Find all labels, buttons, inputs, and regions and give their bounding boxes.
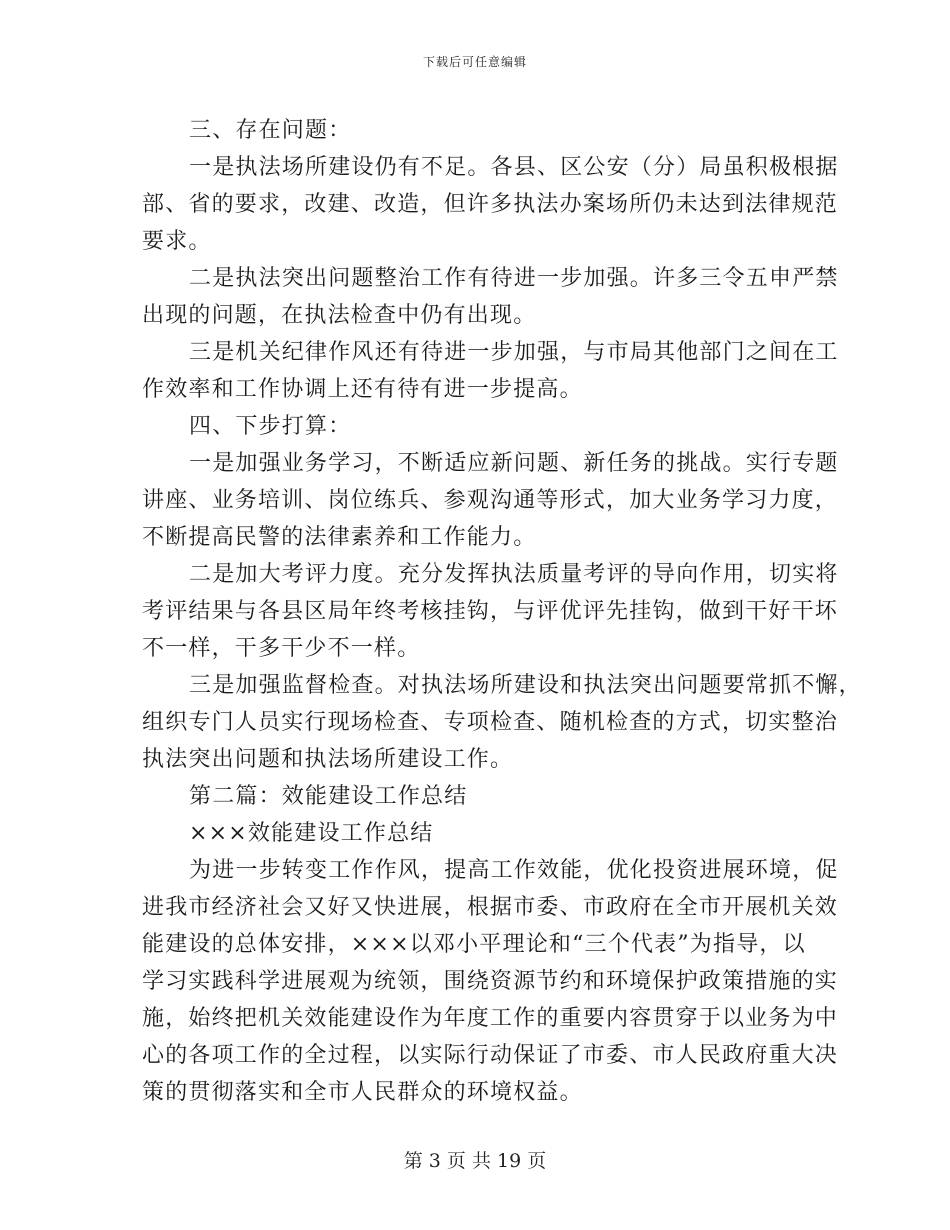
text-line: 执法突出问题和执法场所建设工作。 bbox=[142, 747, 514, 772]
text-line: 施，始终把机关效能建设作为年度工作的重要内容贯穿于以业务为中 bbox=[142, 1006, 839, 1031]
text-line: 为进一步转变工作作风，提高工作效能，优化投资进展环境，促 bbox=[189, 858, 839, 883]
text-line: 考评结果与各县区局年终考核挂钩，与评优评先挂钩，做到干好干坏 bbox=[142, 599, 839, 624]
text-line: 部、省的要求，改建、改造，但许多执法办案场所仍未达到法律规范 bbox=[142, 192, 839, 217]
text-line: 策的贯彻落实和全市人民群众的环境权益。 bbox=[142, 1080, 583, 1105]
page-header-note: 下载后可任意编辑 bbox=[422, 55, 527, 69]
text-line: 三是加强监督检查。对执法场所建设和执法突出问题要常抓不懈， bbox=[189, 673, 862, 698]
text-line: 要求。 bbox=[142, 229, 212, 254]
text-line: 一是加强业务学习，不断适应新问题、新任务的挑战。实行专题 bbox=[189, 451, 839, 476]
text-line: 不一样，干多干少不一样。 bbox=[142, 636, 421, 661]
text-line: ×××效能建设工作总结 bbox=[189, 821, 434, 846]
text-line: 第二篇：效能建设工作总结 bbox=[189, 784, 468, 809]
text-line: 心的各项工作的全过程，以实际行动保证了市委、市人民政府重大决 bbox=[142, 1043, 839, 1068]
text-line: 不断提高民警的法律素养和工作能力。 bbox=[142, 525, 537, 550]
text-line: 作效率和工作协调上还有待有进一步提高。 bbox=[142, 377, 583, 402]
text-line: 一是执法场所建设仍有不足。各县、区公安（分）局虽积极根据 bbox=[189, 155, 839, 180]
page-number: 第 3 页 共 19 页 bbox=[403, 1150, 547, 1172]
text-line: 二是执法突出问题整治工作有待进一步加强。许多三令五申严禁 bbox=[189, 266, 839, 291]
text-line: 出现的问题，在执法检查中仍有出现。 bbox=[142, 303, 537, 328]
text-line: 三是机关纪律作风还有待进一步加强，与市局其他部门之间在工 bbox=[189, 340, 839, 365]
text-line: 能建设的总体安排，×××以邓小平理论和“三个代表”为指导，以 bbox=[142, 932, 806, 957]
text-line: 三、存在问题： bbox=[189, 118, 352, 143]
text-line: 讲座、业务培训、岗位练兵、参观沟通等形式，加大业务学习力度， bbox=[142, 488, 839, 513]
document-body bbox=[142, 112, 862, 1111]
text-line: 二是加大考评力度。充分发挥执法质量考评的导向作用，切实将 bbox=[189, 562, 839, 587]
text-line: 进我市经济社会又好又快进展，根据市委、市政府在全市开展机关效 bbox=[142, 895, 839, 920]
text-line: 组织专门人员实行现场检查、专项检查、随机检查的方式，切实整治 bbox=[142, 710, 839, 735]
text-line: 学习实践科学进展观为统领，围绕资源节约和环境保护政策措施的实 bbox=[142, 969, 839, 994]
text-line: 四、下步打算： bbox=[189, 414, 352, 439]
